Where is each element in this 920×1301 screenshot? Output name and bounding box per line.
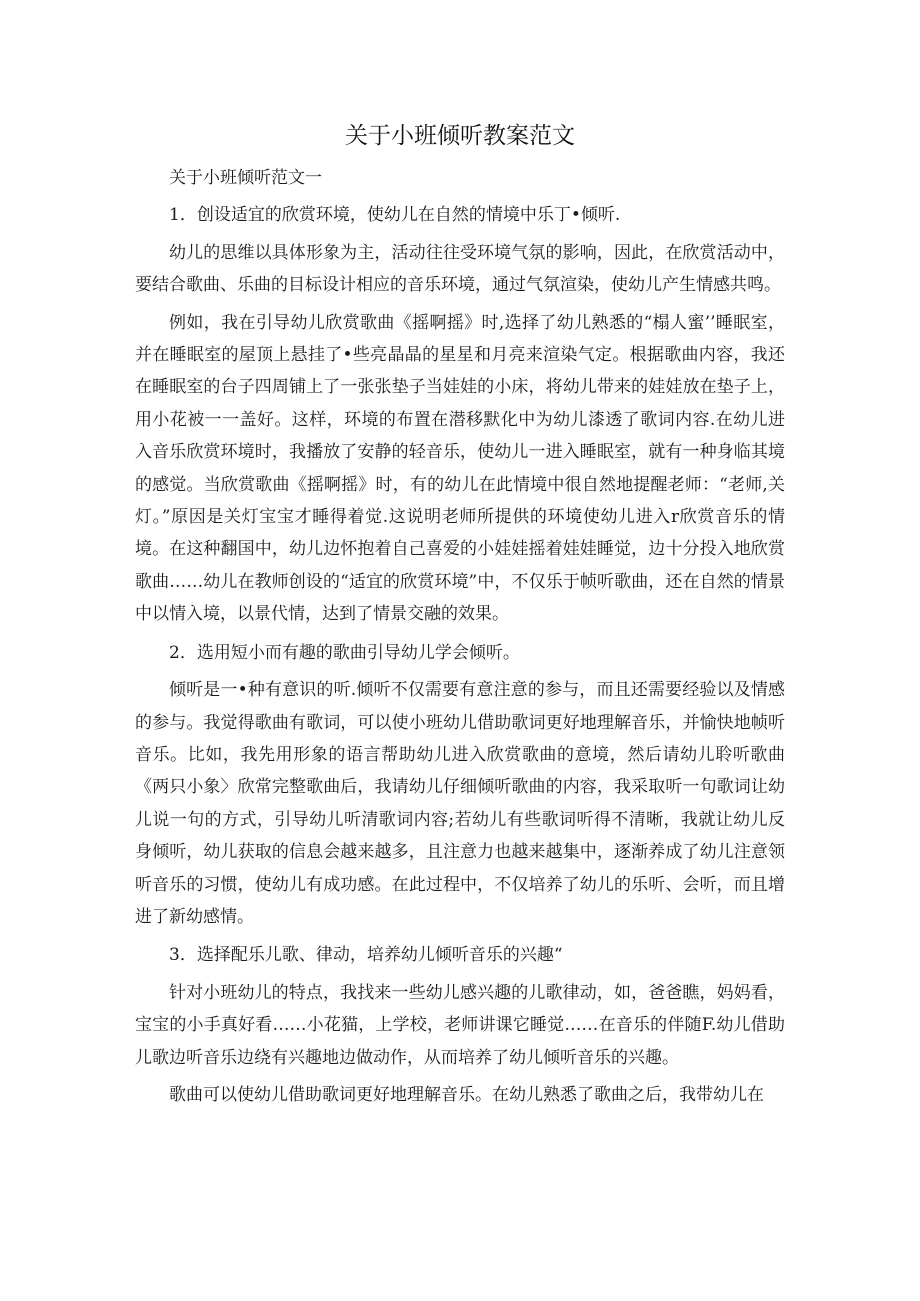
section-subtitle: 关于小班倾听范文一	[169, 168, 322, 188]
paragraph: 歌曲可以使幼儿借助歌词更好地理解音乐。在幼儿熟悉了歌曲之后，我带幼儿在	[169, 1084, 764, 1105]
heading-2: 2．选用短小而有趣的歌曲引导幼儿学会倾听。	[169, 642, 520, 663]
heading-3: 3．选择配乐儿歌、律动，培养幼儿倾听音乐的兴趣“	[169, 945, 563, 966]
paragraph: 例如，我在引导幼儿欣赏歌曲《摇啊摇》时,选择了幼儿熟悉的“榻人蜜’’睡眠室，并在睡眠室的屋顶上悬挂了•些亮晶晶的星星和月亮来渲染气定。根据歌曲内容，我还在睡眠室的台子四周铺上了一张张垫子当娃娃的小床，将幼儿带来的娃娃放在垫子上，用小花被一一盖好。这样，环境的布置在潜移默化中为幼儿漆透了歌词内容.在幼儿进入音乐欣赏环境时，我播放了安静的轻音乐，使幼儿一进入睡眠室，就有一种身临其境的感觉。当欣赏歌曲《摇啊摇》时，有的幼儿在此情境中很自然地提醒老师：“老师,关灯。”原因是关灯宝宝才睡得着觉.这说明老师所提供的环境使幼儿进入r欣赏音乐的情境。在这种翻国中，幼儿边怀抱着自己喜爱的小娃娃摇着娃娃睡觉，边十分投入地欣赏歌曲……幼儿在教师创设的“适宜的欣赏环境”中，不仅乐于帧听歌曲，还在自然的情景中以情入境，以景代情，达到了情景交融的效果。	[135, 312, 785, 625]
document-body	[135, 162, 785, 1111]
paragraph: 针对小班幼儿的特点，我找来一些幼儿感兴趣的儿歌律动，如，爸爸瞧，妈妈看，宝宝的小手真好看……小花猫，上学校，老师讲课它睡觉……在音乐的伴随F.幼儿借助儿歌边听音乐边绕有兴趣地边做动作，从而培养了幼儿倾听音乐的兴趣。	[135, 982, 785, 1068]
document-title: 关于小班倾听教案范文	[345, 123, 575, 149]
paragraph: 倾听是一•种有意识的听.倾听不仅需要有意注意的参与，而且还需要经验以及情感的参与。我觉得歌曲有歌词，可以使小班幼儿借助歌词更好地理解音乐，并愉快地帧听音乐。比如，我先用形象的语言帮助幼儿进入欣赏歌曲的意境，然后请幼儿聆听歌曲《两只小象〉欣常完整歌曲后，我请幼儿仔细倾听歌曲的内容，我采取听一句歌词让幼儿说一句的方式，引导幼儿听清歌词内容;若幼儿有些歌词听得不清晰，我就让幼儿反身倾听，幼儿获取的信息会越来越多，且注意力也越来越集中，逐渐养成了幼儿注意领听音乐的习惯，使幼儿有成功感。在此过程中，不仅培养了幼儿的乐听、会听，而且增进了新幼感情。	[135, 680, 785, 927]
paragraph: 幼儿的思维以具体形象为主，活动往往受环境气氛的影响，因此，在欣赏活动中，要结合歌曲、乐曲的目标设计相应的音乐环境，通过气氛渲染，使幼儿产生情感共鸣。	[135, 242, 785, 296]
heading-1: 1．创设适宜的欣赏环境，使幼儿在自然的情境中乐丁•倾听.	[169, 205, 621, 226]
